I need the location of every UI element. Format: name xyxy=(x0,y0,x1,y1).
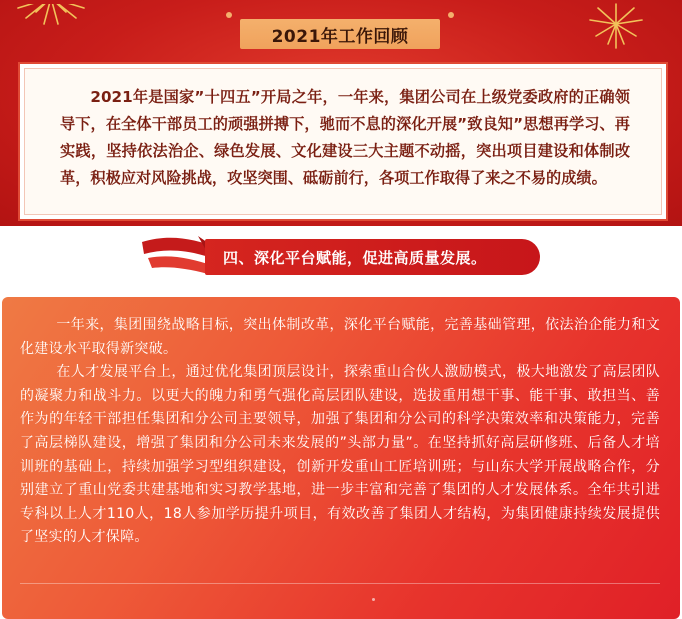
divider xyxy=(20,583,660,584)
banner-dot xyxy=(226,12,232,18)
page-title: 2021年工作回顾 xyxy=(240,19,440,49)
content-panel xyxy=(2,297,680,619)
intro-text: 2021年是国家”十四五”开局之年，一年来，集团公司在上级党委政府的正确领导下，在全体干部员工的顽强拼搏下，驰而不息的深化开展”致良知”思想再学习、再实践，坚持依法治企、绿色发展、文化建设三大主题不动摇，突出项目建设和体制改革，积极应对风险挑战，攻坚突围、砥砺前行，各项工作取得了来之不易的成绩。 xyxy=(60,88,630,187)
section-heading: 四、深化平台赋能，促进高质量发展。 xyxy=(205,239,540,275)
body-paragraph: 一年来，集团围绕战略目标，突出体制改革，深化平台赋能，完善基础管理，依法治企能力和文化建设水平取得新突破。 xyxy=(20,317,660,357)
header-section xyxy=(0,0,682,226)
body-paragraph: 在人才发展平台上，通过优化集团顶层设计，探索重山合伙人激励模式，极大地激发了高层团队的凝聚力和战斗力。以更大的魄力和勇气强化高层团队建设，选拔重用想干事、能干事、敢担当、善作为的年轻干部担任集团和分公司主要领导，加强了集团和分公司的科学决策效率和决策能力，完善了高层梯队建设，增强了集团和分公司未来发展的”头部力量”。在坚持抓好高层研修班、后备人才培训班的基础上，持续加强学习型组织建设，创新开发重山工匠培训班；与山东大学开展战略合作，分别建立了重山党委共建基地和实习教学基地，进一步丰富和完善了集团的人才发展体系。全年共引进专科以上人才110人，18人参加学历提升项目，有效改善了集团人才结构，为集团健康持续发展提供了坚实的人才保障。 xyxy=(20,364,660,546)
banner-dot xyxy=(448,12,454,18)
body-text xyxy=(20,314,660,550)
firework-icon xyxy=(6,4,96,44)
intro-card xyxy=(18,62,668,221)
decorative-dot xyxy=(372,598,375,601)
firework-icon xyxy=(566,2,666,52)
